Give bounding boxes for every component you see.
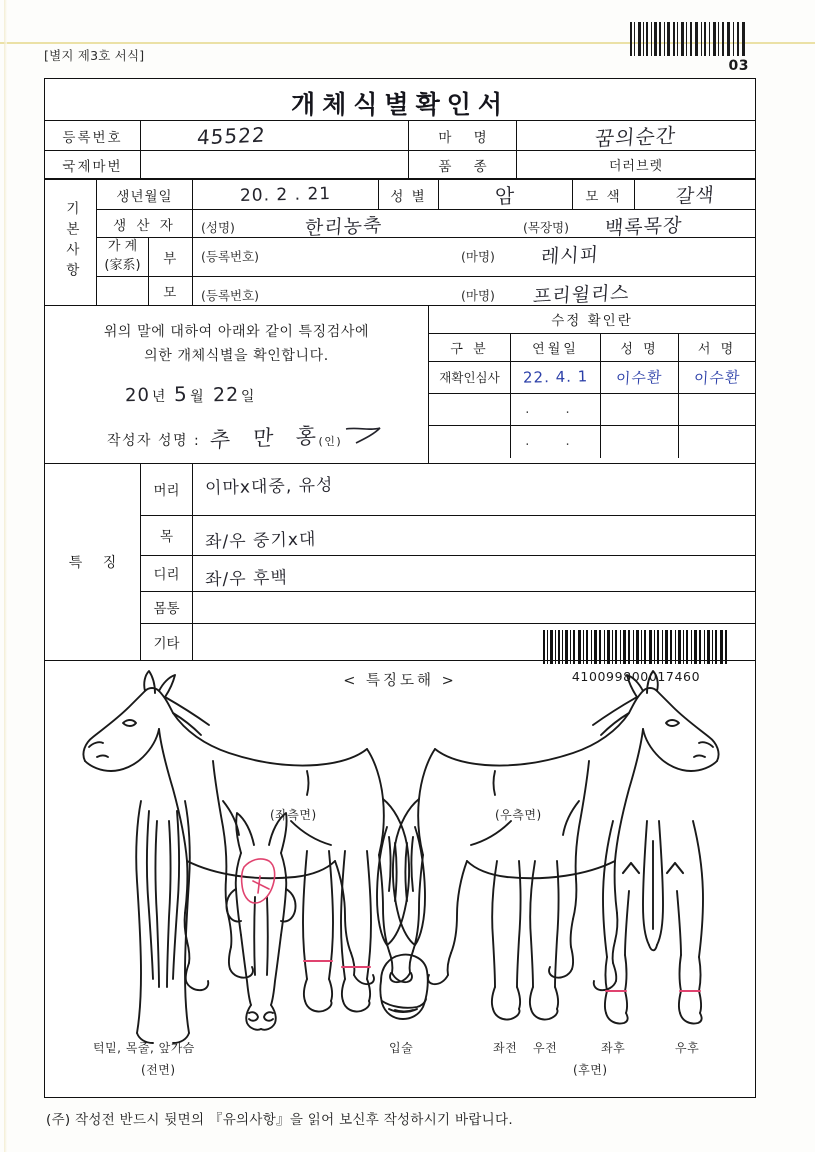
date-day-unit: 일 — [240, 388, 256, 405]
horse-face-front-view — [226, 813, 295, 1030]
caption-right-hind: 우후 — [675, 1040, 700, 1055]
pedigree-label-hanja: (家系) — [104, 257, 141, 273]
title-band — [45, 79, 755, 121]
certificate-frame — [44, 78, 756, 1098]
caption-lips: 입술 — [389, 1040, 414, 1055]
farm-name-value: 백록목장 — [604, 214, 683, 240]
statement-text — [45, 320, 428, 369]
lip-diagram — [380, 954, 427, 1018]
date-month-value: 5 — [174, 381, 189, 406]
table-row-birth — [97, 180, 755, 210]
writer-label: 작성자 성명 : — [107, 432, 201, 449]
feature-key-legs: 디리 — [141, 556, 193, 592]
signature-scribble-icon — [344, 425, 384, 445]
correction-row-2-type — [429, 426, 511, 458]
dam-reg-key: (등록번호) — [201, 287, 260, 303]
birth-label: 생년월일 — [97, 180, 193, 210]
breed-value: 더러브렛 — [608, 159, 664, 174]
coat-color-value-cell[interactable] — [635, 180, 755, 210]
correction-row-0-date-value: 22. 4. 1 — [522, 367, 589, 387]
producer-label: 생 산 자 — [97, 210, 193, 238]
date-year-value: 20 — [124, 384, 151, 406]
writer-name-value: 추 만 홍 — [209, 423, 326, 453]
table-row-dam — [97, 277, 755, 308]
correction-header-sign: 서 명 — [679, 334, 755, 362]
reg-no-value-cell[interactable] — [141, 121, 409, 151]
correction-row-2-name — [601, 426, 679, 458]
farm-name-key: (목장명) — [523, 220, 569, 235]
feature-value-neck: 좌/우 중기x대 — [204, 529, 317, 553]
feature-key-body: 몸통 — [141, 592, 193, 624]
page-title: 개체식별확인서 — [290, 90, 510, 119]
feature-value-body-cell — [193, 592, 755, 624]
table-row-international-no — [45, 151, 755, 180]
producer-name-key: (성명) — [201, 220, 235, 235]
dam-value-cell[interactable] — [193, 277, 755, 308]
birth-value-cell[interactable] — [193, 180, 379, 210]
table-row[interactable] — [429, 362, 755, 394]
table-row[interactable] — [429, 426, 755, 458]
basic-info-table — [45, 180, 755, 306]
caption-left-fore: 좌전 — [493, 1040, 518, 1055]
correction-header-row — [429, 334, 755, 362]
sex-label: 성 별 — [379, 180, 439, 210]
correction-row-1-type — [429, 394, 511, 426]
coat-color-label: 모 색 — [573, 180, 635, 210]
table-row-producer — [97, 210, 755, 238]
top-bar — [44, 44, 771, 74]
feature-key-etc: 기타 — [141, 624, 193, 660]
producer-value-cell[interactable] — [193, 210, 755, 238]
producer-name-value: 한리농축 — [304, 214, 383, 240]
statement-block — [45, 306, 429, 463]
statement-line-1: 위의 말에 대하여 아래와 같이 특징검사에 — [103, 323, 370, 340]
horse-left-side-view — [83, 671, 412, 990]
feature-value-head-cell — [193, 464, 755, 516]
birth-value: 20. 2 . 21 — [239, 183, 332, 206]
correction-row-0-sign — [679, 362, 755, 394]
feature-key-neck: 목 — [141, 516, 193, 556]
correction-title: 수정 확인란 — [429, 306, 755, 334]
correction-row-1-name — [601, 394, 679, 426]
sex-value: 암 — [495, 183, 516, 209]
sire-reg-key: (등록번호) — [201, 249, 260, 264]
table-row[interactable] — [141, 464, 755, 516]
pedigree-label — [97, 238, 149, 277]
dam-label: 모 — [149, 277, 193, 305]
pedigree-label-text: 가 계 — [107, 239, 138, 254]
table-row-registration-no — [45, 121, 755, 151]
features-section-label: 특 징 — [45, 464, 141, 660]
feature-value-legs-cell — [193, 556, 755, 592]
correction-row-0-name-value: 이수환 — [615, 367, 664, 388]
top-barcode-icon — [628, 22, 750, 56]
table-row[interactable] — [429, 394, 755, 426]
correction-header-name: 성 명 — [601, 334, 679, 362]
date-month-unit: 월 — [190, 388, 205, 405]
breed-value-cell — [517, 151, 755, 179]
intl-no-label: 국제마번 — [45, 151, 141, 179]
statement-date[interactable] — [125, 382, 255, 406]
registration-table — [45, 121, 755, 180]
feature-value-neck-cell — [193, 516, 755, 556]
feature-key-head: 머리 — [141, 464, 193, 516]
table-row-sire — [97, 238, 755, 277]
correction-row-2-date-value: . . — [525, 434, 586, 450]
correction-row-2-sign — [679, 426, 755, 458]
caption-rear-view: (후면) — [573, 1062, 608, 1077]
sire-value-cell[interactable] — [193, 238, 755, 277]
sire-name-key: (마명) — [461, 249, 495, 264]
feature-barcode-number: 410099800017460 — [571, 668, 701, 684]
date-year-unit: 년 — [151, 388, 167, 405]
pedigree-label-spacer — [97, 277, 149, 305]
writer-seal-mark: (인) — [318, 434, 343, 448]
caption-left-side: (좌측면) — [270, 807, 317, 822]
intl-no-value-cell[interactable] — [141, 151, 409, 179]
coat-color-value: 갈색 — [674, 184, 715, 208]
caption-left-hind: 좌후 — [601, 1040, 626, 1055]
reg-no-value: 45522 — [196, 122, 267, 149]
caption-front-parts: 턱밑, 목줄, 앞가슴 — [93, 1040, 195, 1055]
face-marking-outline — [242, 859, 275, 903]
horse-name-label: 마 명 — [409, 121, 517, 151]
feature-value-legs: 좌/우 후백 — [204, 567, 289, 590]
writer-signature-line[interactable] — [107, 422, 384, 452]
correction-header-type: 구 분 — [429, 334, 511, 362]
form-code-label: [별지 제3호 서식] — [44, 48, 145, 63]
diagram-title: < 특징도해 > — [343, 672, 457, 689]
horse-name-value-cell[interactable] — [517, 121, 755, 151]
date-day-value: 22 — [212, 383, 240, 406]
page-number: 03 — [728, 58, 749, 74]
correction-row-1-date-value: . . — [525, 401, 586, 417]
dam-name-value: 프리윌리스 — [532, 281, 631, 308]
correction-row-1-date — [511, 394, 601, 426]
horse-right-side-view — [390, 671, 719, 990]
sire-label: 부 — [149, 238, 193, 277]
correction-header-date: 연월일 — [511, 334, 601, 362]
correction-row-0-date — [511, 362, 601, 394]
breed-label: 품 종 — [409, 151, 517, 179]
statement-and-correction — [45, 306, 755, 464]
rear-view-hind-legs-left — [492, 861, 559, 1020]
correction-row-1-sign — [679, 394, 755, 426]
correction-row-0-type: 재확인심사 — [429, 362, 511, 394]
caption-right-side: (우측면) — [495, 807, 542, 822]
feature-value-head: 이마x대중, 유성 — [204, 475, 334, 499]
table-row[interactable] — [141, 592, 755, 624]
table-row[interactable] — [141, 556, 755, 592]
caption-front-view: (전면) — [141, 1062, 176, 1077]
correction-table — [429, 306, 755, 463]
front-view-fore-legs — [303, 851, 371, 1012]
front-view-chest-diagram — [136, 801, 190, 1043]
dam-name-key: (마명) — [461, 287, 495, 303]
correction-row-2-date — [511, 426, 601, 458]
caption-right-fore: 우전 — [533, 1040, 558, 1055]
scan-edge-artifact-left — [4, 0, 7, 1152]
basic-info-section-label-text: 기본사항 — [62, 201, 79, 284]
feature-barcode-icon — [543, 630, 729, 664]
basic-info-section-label — [45, 180, 97, 305]
table-row[interactable] — [141, 516, 755, 556]
statement-line-2: 의한 개체식별을 확인합니다. — [144, 348, 329, 365]
correction-row-0-sign-value: 이수환 — [693, 367, 741, 388]
sex-value-cell[interactable] — [439, 180, 573, 210]
diagram-section — [45, 661, 755, 1112]
sire-name-value: 레시피 — [540, 243, 600, 269]
correction-row-0-name — [601, 362, 679, 394]
reg-no-label: 등록번호 — [45, 121, 141, 151]
horse-name-value: 꿈의순간 — [594, 123, 678, 151]
footer-note: (주) 작성전 반드시 뒷면의 『유의사항』을 읽어 보신후 작성하시기 바랍니다. — [46, 1112, 513, 1128]
